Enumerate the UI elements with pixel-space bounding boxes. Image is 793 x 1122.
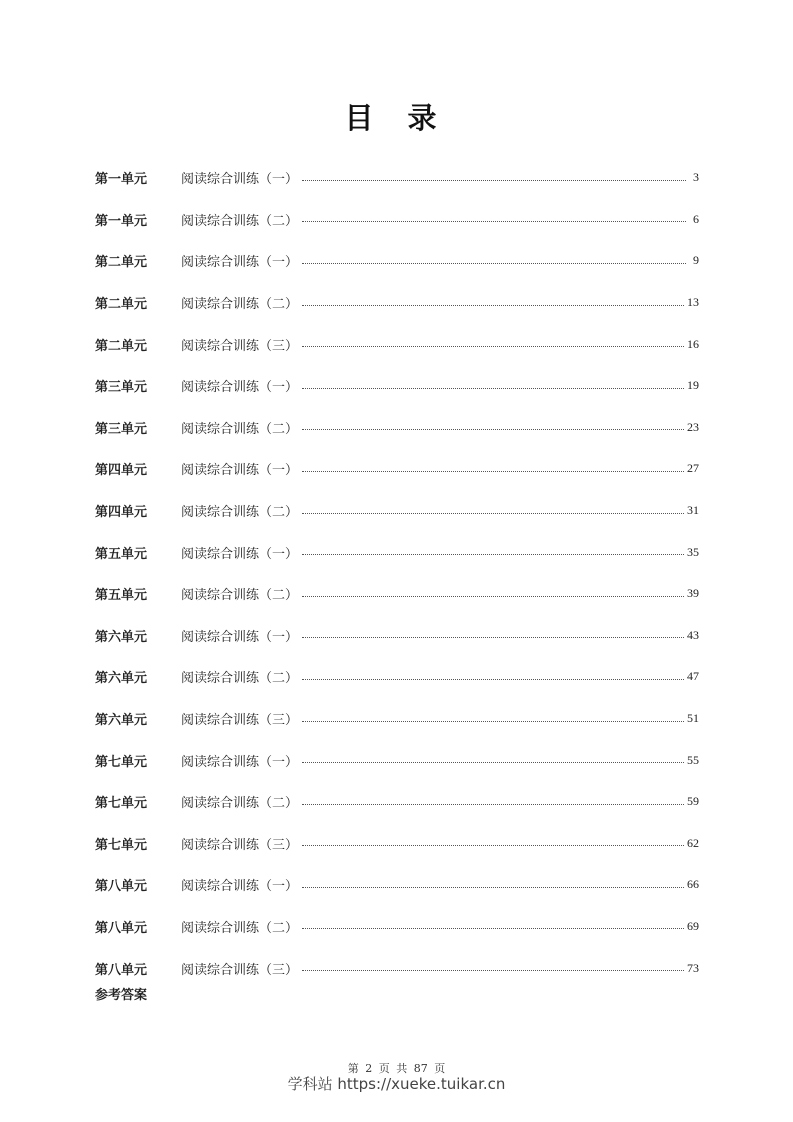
toc-title: 阅读综合训练（三） (181, 338, 299, 354)
toc-page-number: 9 (693, 253, 699, 268)
toc-page-number: 6 (693, 211, 699, 226)
toc-entry[interactable] (95, 947, 699, 989)
toc-unit: 第五单元 (95, 546, 148, 562)
toc-page-number: 27 (687, 461, 699, 476)
toc-title: 阅读综合训练（一） (181, 754, 299, 770)
dot-leader (302, 179, 686, 181)
answers-link[interactable]: 参考答案 (95, 988, 148, 1003)
toc-entry[interactable] (95, 157, 699, 199)
toc-title: 阅读综合训练（二） (181, 421, 299, 437)
toc-entry[interactable] (95, 448, 699, 490)
toc-unit: 第八单元 (95, 962, 148, 978)
toc-entry[interactable] (95, 698, 699, 740)
toc-page-number: 51 (687, 711, 699, 726)
page-title: 目 录 (344, 101, 449, 135)
toc-title: 阅读综合训练（一） (181, 255, 299, 271)
dot-leader (302, 886, 684, 888)
toc-unit: 第二单元 (95, 255, 148, 271)
toc-page-number: 66 (687, 877, 699, 892)
toc-unit: 第二单元 (95, 297, 148, 313)
toc-entry[interactable] (95, 282, 699, 324)
toc-unit: 第一单元 (95, 213, 148, 229)
toc-unit: 第五单元 (95, 588, 148, 604)
toc-entry[interactable] (95, 490, 699, 532)
toc-page-number: 31 (687, 503, 699, 518)
toc-entry[interactable] (95, 823, 699, 865)
toc-unit: 第六单元 (95, 671, 148, 687)
toc-unit: 第八单元 (95, 879, 148, 895)
toc-entry[interactable] (95, 864, 699, 906)
toc-title: 阅读综合训练（二） (181, 213, 299, 229)
toc-page-number: 23 (687, 419, 699, 434)
toc-page-number: 47 (687, 669, 699, 684)
toc-page-number: 55 (687, 752, 699, 767)
toc-title: 阅读综合训练（二） (181, 588, 299, 604)
toc-page-number: 3 (693, 170, 699, 185)
toc-title: 阅读综合训练（二） (181, 297, 299, 313)
toc-page-number: 73 (687, 960, 699, 975)
toc-entry[interactable] (95, 906, 699, 948)
toc-page-number: 69 (687, 918, 699, 933)
dot-leader (302, 470, 684, 472)
dot-leader (302, 720, 684, 722)
toc-unit: 第六单元 (95, 629, 148, 645)
toc-page-number: 13 (687, 295, 699, 310)
dot-leader (302, 304, 684, 306)
dot-leader (302, 512, 684, 514)
dot-leader (302, 595, 684, 597)
toc-unit: 第六单元 (95, 713, 148, 729)
toc-page-number: 43 (687, 627, 699, 642)
toc-title: 阅读综合训练（一） (181, 172, 299, 188)
toc-unit: 第四单元 (95, 505, 148, 521)
dot-leader (302, 262, 686, 264)
toc-unit: 第三单元 (95, 380, 148, 396)
page-indicator: 第 2 页 共 87 页 (347, 1062, 446, 1075)
dot-leader (302, 553, 684, 555)
toc-title: 阅读综合训练（三） (181, 962, 299, 978)
toc-entry[interactable] (95, 365, 699, 407)
toc-entry[interactable] (95, 781, 699, 823)
table-of-contents (95, 157, 699, 989)
toc-page-number: 39 (687, 586, 699, 601)
toc-page-number: 35 (687, 544, 699, 559)
toc-page-number: 19 (687, 378, 699, 393)
toc-page-number: 59 (687, 794, 699, 809)
toc-page-number: 62 (687, 835, 699, 850)
dot-leader (302, 927, 684, 929)
toc-title: 阅读综合训练（一） (181, 463, 299, 479)
toc-entry[interactable] (95, 573, 699, 615)
toc-entry[interactable] (95, 739, 699, 781)
toc-entry[interactable] (95, 199, 699, 241)
watermark: 学科站 https://xueke.tuikar.cn (287, 1075, 506, 1093)
toc-unit: 第四单元 (95, 463, 148, 479)
dot-leader (302, 428, 684, 430)
toc-title: 阅读综合训练（二） (181, 796, 299, 812)
toc-title: 阅读综合训练（三） (181, 713, 299, 729)
toc-entry[interactable] (95, 407, 699, 449)
toc-unit: 第二单元 (95, 338, 148, 354)
dot-leader (302, 220, 686, 222)
toc-unit: 第三单元 (95, 421, 148, 437)
toc-unit: 第七单元 (95, 754, 148, 770)
toc-title: 阅读综合训练（一） (181, 380, 299, 396)
toc-title: 阅读综合训练（一） (181, 879, 299, 895)
toc-title: 阅读综合训练（二） (181, 671, 299, 687)
toc-entry[interactable] (95, 656, 699, 698)
toc-unit: 第七单元 (95, 837, 148, 853)
dot-leader (302, 969, 684, 971)
toc-entry[interactable] (95, 323, 699, 365)
dot-leader (302, 387, 684, 389)
dot-leader (302, 761, 684, 763)
toc-entry[interactable] (95, 240, 699, 282)
dot-leader (302, 636, 684, 638)
toc-unit: 第八单元 (95, 920, 148, 936)
toc-page-number: 16 (687, 336, 699, 351)
toc-unit: 第一单元 (95, 172, 148, 188)
dot-leader (302, 678, 684, 680)
toc-title: 阅读综合训练（一） (181, 629, 299, 645)
dot-leader (302, 803, 684, 805)
dot-leader (302, 844, 684, 846)
toc-title: 阅读综合训练（二） (181, 505, 299, 521)
toc-unit: 第七单元 (95, 796, 148, 812)
toc-title: 阅读综合训练（二） (181, 920, 299, 936)
toc-title: 阅读综合训练（一） (181, 546, 299, 562)
toc-title: 阅读综合训练（三） (181, 837, 299, 853)
toc-entry[interactable] (95, 615, 699, 657)
dot-leader (302, 345, 684, 347)
toc-entry[interactable] (95, 531, 699, 573)
